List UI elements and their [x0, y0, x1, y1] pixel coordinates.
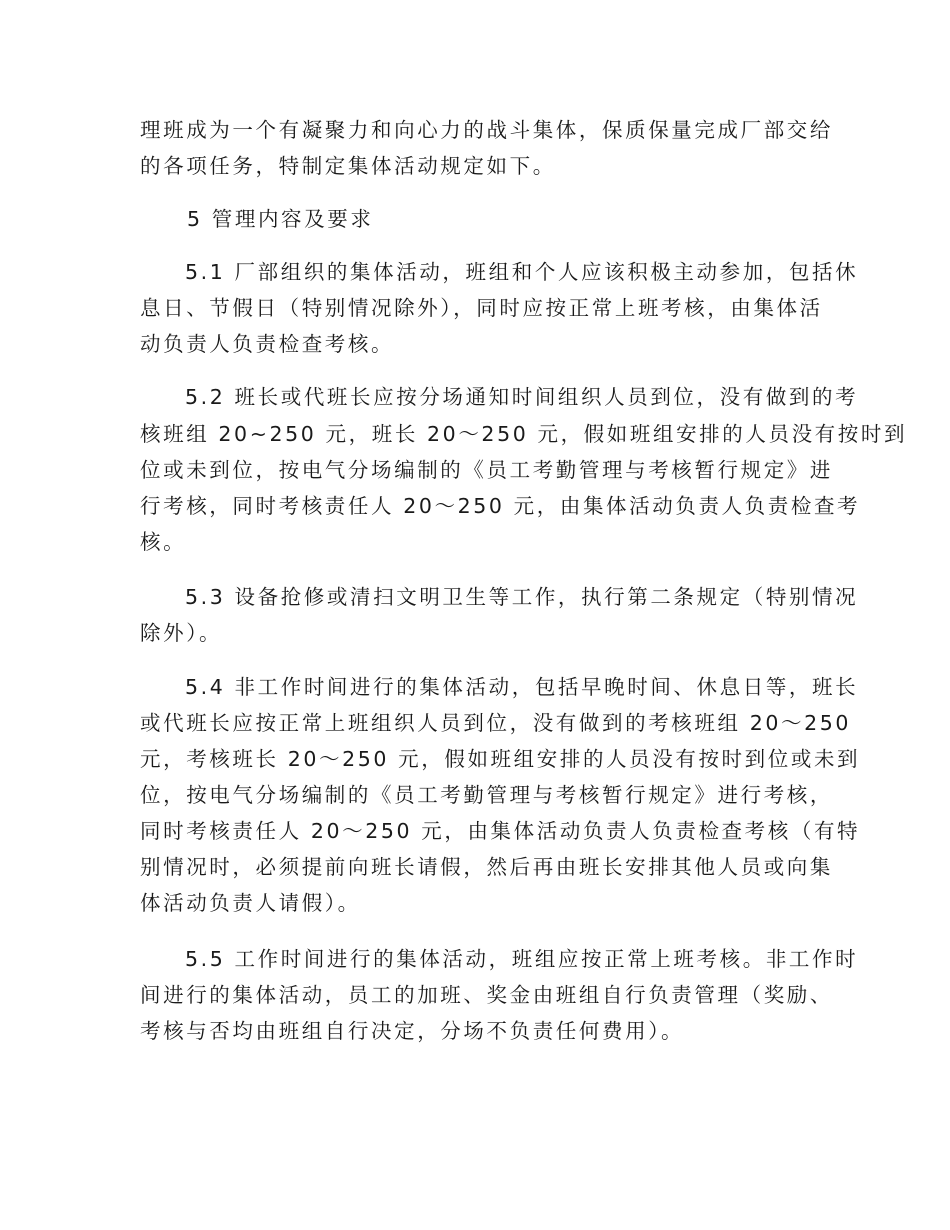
clause-5-4-line: 位，按电气分场编制的《员工考勤管理与考核暂行规定》进行考核， — [140, 783, 833, 807]
clause-5-1-line: 5.1 厂部组织的集体活动，班组和个人应该积极主动参加，包括休 — [185, 260, 859, 284]
clause-5-4-line: 同时考核责任人 20～250 元，由集体活动负责人负责检查考核（有特 — [140, 819, 861, 843]
intro-line: 的各项任务，特制定集体活动规定如下。 — [140, 154, 556, 178]
clause-5-2-line: 核。 — [140, 530, 187, 554]
clause-5-1-line: 息日、节假日（特别情况除外），同时应按正常上班考核，由集体活 — [140, 296, 823, 320]
clause-5-2-line: 5.2 班长或代班长应按分场通知时间组织人员到位，没有做到的考 — [185, 385, 859, 409]
intro-line: 理班成为一个有凝聚力和向心力的战斗集体，保质保量完成厂部交给 — [140, 118, 833, 142]
clause-5-2-line: 核班组 20~250 元，班长 20～250 元，假如班组安排的人员没有按时到 — [140, 422, 908, 446]
clause-5-5-line: 间进行的集体活动，员工的加班、奖金由班组自行负责管理（奖励、 — [140, 983, 833, 1007]
clause-5-4-line: 或代班长应按正常上班组织人员到位，没有做到的考核班组 20～250 — [140, 711, 852, 735]
clause-5-4-line: 别情况时，必须提前向班长请假，然后再由班长安排其他人员或向集 — [140, 855, 833, 879]
clause-5-2-line: 位或未到位，按电气分场编制的《员工考勤管理与考核暂行规定》进 — [140, 458, 833, 482]
clause-5-2-line: 行考核，同时考核责任人 20～250 元，由集体活动负责人负责检查考 — [140, 494, 861, 518]
clause-5-1-line: 动负责人负责检查考核。 — [140, 332, 395, 356]
clause-5-4-line: 5.4 非工作时间进行的集体活动，包括早晚时间、休息日等，班长 — [185, 675, 859, 699]
clause-5-5-line: 考核与否均由班组自行决定，分场不负责任何费用）。 — [140, 1019, 685, 1043]
clause-5-3-line: 除外）。 — [140, 621, 223, 645]
clause-5-4-line: 体活动负责人请假）。 — [140, 891, 361, 915]
clause-5-4-line: 元，考核班长 20～250 元，假如班组安排的人员没有按时到位或未到 — [140, 747, 861, 771]
clause-5-3-line: 5.3 设备抢修或清扫文明卫生等工作，执行第二条规定（特别情况 — [185, 585, 859, 609]
section-heading: 5 管理内容及要求 — [187, 207, 374, 231]
clause-5-5-line: 5.5 工作时间进行的集体活动，班组应按正常上班考核。非工作时 — [185, 947, 859, 971]
